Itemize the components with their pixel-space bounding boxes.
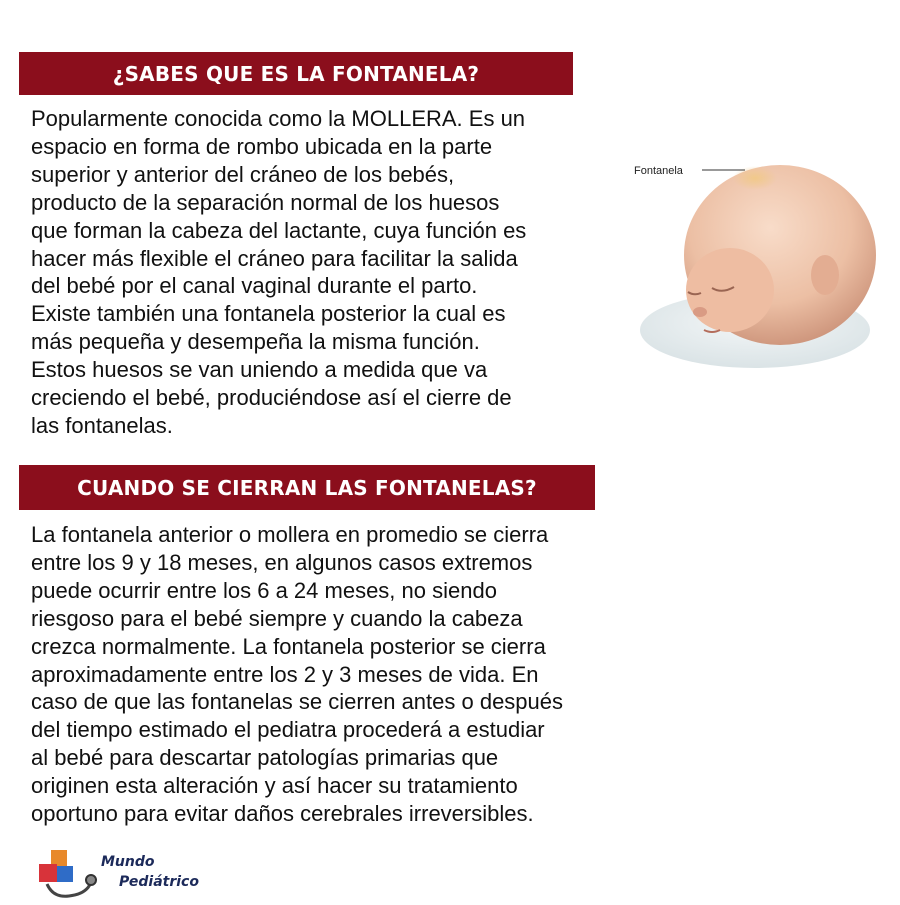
section-body-what-is-fontanel: Popularmente conocida como la MOLLERA. Es un espacio en forma de rombo ubicada en la parte superior y anterior del cráneo de los bebés, producto de la separación normal de los huesos que forman la cabeza del lactante, cuya función es hacer más flexible el cráneo para facilitar la salida del bebé por el canal vaginal durante el parto. Existe también una fontanela posterior la cual es más pequeña y desempeña la misma función. Estos huesos se van uniendo a medida que va creciendo el bebé, produciéndose así el cierre de las fontanelas. (31, 106, 527, 438)
stethoscope-tube (47, 882, 91, 896)
logo-line2: Pediátrico (119, 874, 199, 890)
baby-head-illustration (620, 140, 890, 370)
stethoscope-chestpiece (86, 875, 96, 885)
block-orange (51, 850, 67, 866)
nose-shape (693, 307, 707, 317)
mundo-pediatrico-logo (37, 848, 207, 900)
ear-shape (811, 255, 839, 295)
block-blue (57, 866, 73, 882)
logo-line1: Mundo (101, 854, 155, 870)
block-red (39, 864, 57, 882)
fontanel-label: Fontanela (634, 165, 683, 177)
section-body-when-close: La fontanela anterior o mollera en promedio se cierra entre los 9 y 18 meses, en algunos casos extremos puede ocurrir entre los 6 a 24 meses, no siendo riesgoso para el bebé siempre y cuando la cabeza crezca normalmente. La fontanela posterior se cierra aproximadamente entre los 2 y 3 meses de vida. En caso de que las fontanelas se cierren antes o después del tiempo estimado el pediatra procederá a estudiar al bebé para descartar patologías primarias que originen esta alteración y así hacer su tratamiento oportuno para evitar daños cerebrales irreversibles. (31, 522, 564, 827)
section-heading-what-is-fontanel: ¿SABES QUE ES LA FONTANELA? (19, 52, 573, 95)
toy-blocks-stethoscope-icon (37, 848, 101, 900)
section-heading-when-close: CUANDO SE CIERRAN LAS FONTANELAS? (19, 465, 595, 510)
